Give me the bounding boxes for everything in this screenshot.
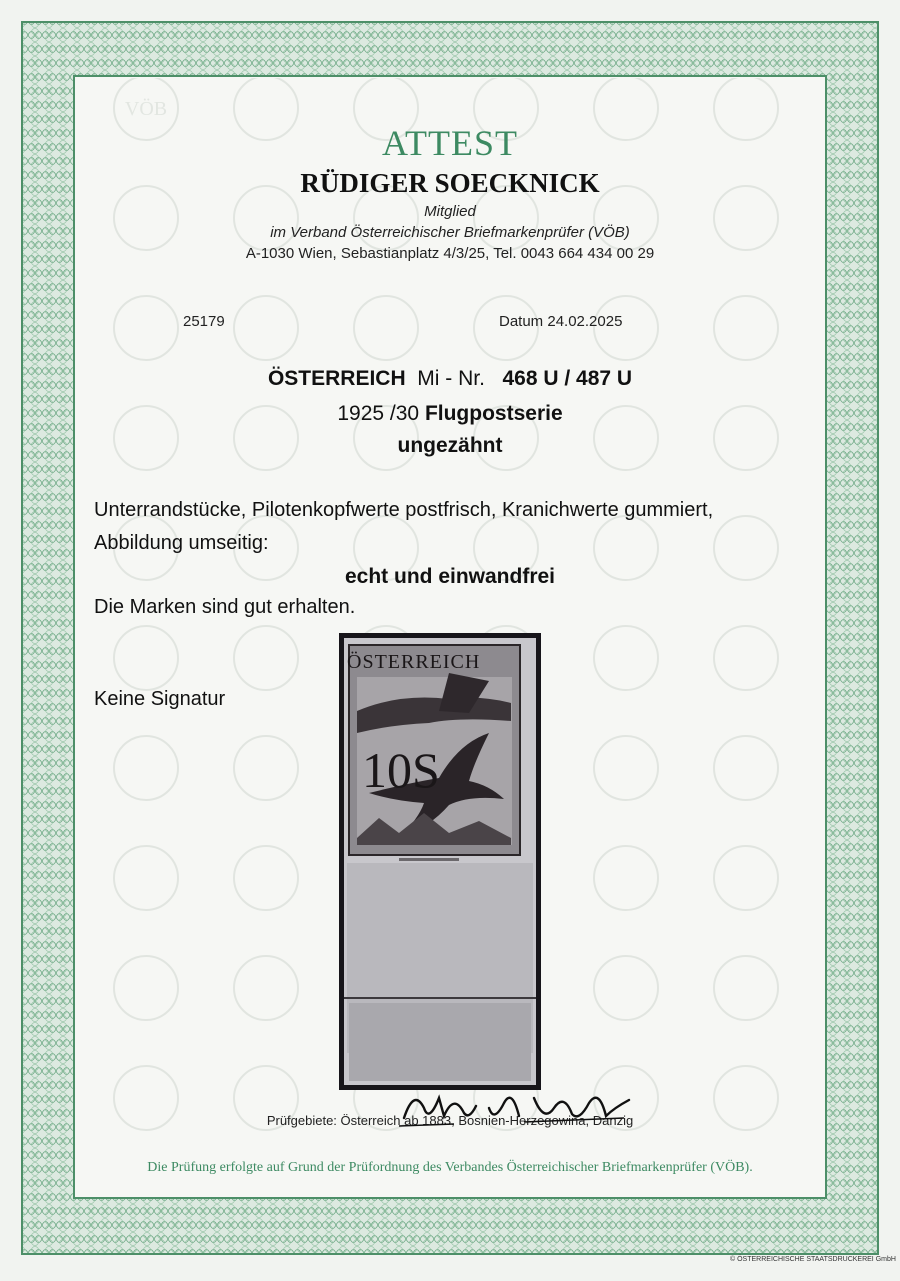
handwritten-signature — [394, 1078, 644, 1133]
item-country: ÖSTERREICH — [267, 367, 406, 390]
item-series: Flugpostserie — [424, 402, 563, 425]
item-series-line — [0, 402, 900, 426]
illustration-note: Abbildung umseitig: — [94, 532, 269, 554]
association-name: im Verband Österreichischer Briefmarkenprüfer (VÖB) — [270, 224, 630, 241]
catalog-numbers: 468 U / 487 U — [502, 367, 633, 390]
certificate-title: ATTEST — [382, 123, 518, 163]
certificate-number: 25179 — [183, 313, 225, 330]
item-description: Unterrandstücke, Pilotenkopfwerte postfrisch, Kranichwerte gummiert, — [94, 499, 714, 521]
stamp-country-text: ÖSTERREICH — [347, 651, 481, 673]
item-catalog-line — [0, 367, 900, 391]
item-variant: ungezähnt — [397, 434, 503, 457]
examiner-name: RÜDIGER SOECKNICK — [300, 168, 600, 198]
examiner-address: A-1030 Wien, Sebastianplatz 4/3/25, Tel. 0043 664 434 00 29 — [245, 245, 655, 262]
certificate-date: Datum 24.02.2025 — [499, 313, 623, 330]
verdict: echt und einwandfrei — [344, 565, 556, 588]
regulation-note: Die Prüfung erfolgte auf Grund der Prüfordnung des Verbandes Österreichischer Briefmarkenprüfer (VÖB). — [147, 1160, 753, 1175]
item-years: 1925 /30 — [337, 402, 420, 425]
printer-imprint: © ÖSTERREICHISCHE STAATSDRUCKEREI GmbH — [730, 1256, 896, 1263]
condition-note: Die Marken sind gut erhalten. — [94, 596, 356, 618]
signature-note: Keine Signatur — [94, 688, 226, 710]
examination-fields: Prüfgebiete: Österreich ab 1883, Bosnien-Herzegowina, Danzig — [266, 1113, 634, 1128]
watermark-text: VÖB — [124, 98, 168, 120]
stamp-value-text: 10S — [362, 742, 440, 798]
member-label: Mitglied — [424, 203, 476, 220]
stamp-image — [339, 633, 541, 1090]
catalog-label: Mi - Nr. — [417, 367, 485, 390]
